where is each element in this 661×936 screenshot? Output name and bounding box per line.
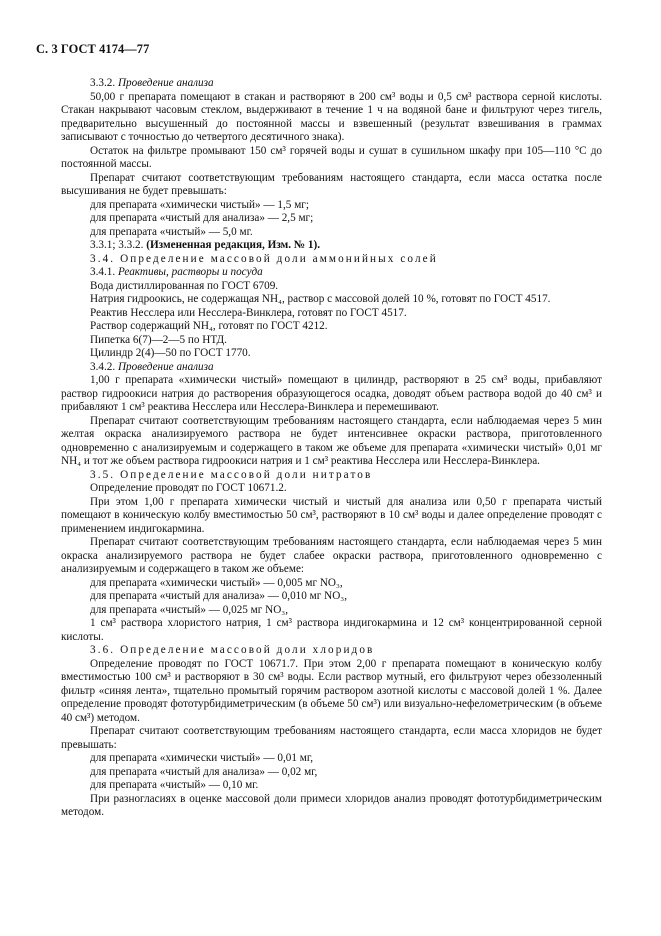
subsection-title: Реактивы, растворы и посуда	[117, 266, 263, 278]
subsection-number: 3.4.1.	[90, 266, 116, 278]
reagent-item: Натрия гидроокись, не содержащая NH₄, раствор с массовой долей 10 %, готовят по ГОСТ 4517.	[90, 293, 551, 305]
section-heading: 3.5. Определение массовой доли нитратов	[90, 468, 373, 481]
document-body	[61, 77, 602, 820]
paragraph: Остаток на фильтре промывают 150 см³ горячей воды и сушат в сушильном шкафу при 105—110 °С до постоянной массы.	[61, 144, 602, 170]
reagent-item: Пипетка 6(7)—2—5 по НТД.	[90, 333, 227, 346]
paragraph: 1 см³ раствора хлористого натрия, 1 см³ раствора индигокармина и 12 см³ концентрированной серной кислоты.	[61, 617, 602, 643]
paragraph: При разногласиях в оценке массовой доли примеси хлоридов анализ проводят фототурбидиметрическим методом.	[61, 792, 602, 818]
list-item: для препарата «чистый для анализа» — 2,5 мг;	[90, 212, 314, 224]
paragraph: Определение проводят по ГОСТ 10671.2.	[90, 482, 287, 494]
reagent-item: Вода дистиллированная по ГОСТ 6709.	[90, 279, 279, 292]
subsection-title: Проведение анализа	[117, 360, 214, 373]
list-item: для препарата «чистый» — 5,0 мг.	[90, 225, 253, 238]
section-heading: 3.4. Определение массовой доли аммонийных солей	[90, 252, 438, 265]
list-item: для препарата «чистый» — 0,025 мг NO₃,	[90, 603, 289, 616]
paragraph: При этом 1,00 г препарата химически чистый и чистый для анализа или 0,50 г препарата чистый помещают в коническую колбу вместимостью 50 см³, растворяют в 10 см³ воды и далее определение проводят с применением индигокармина.	[61, 495, 602, 535]
revision-refs: 3.3.1; 3.3.2.	[90, 239, 144, 251]
paragraph: Препарат считают соответствующим требованиям настоящего стандарта, если наблюдаемая через 5 мин окраска анализируемого раствора не будет слабее окраски раствора, приготовленного одновременно с анализируемым и содержащего в таком же объеме:	[61, 536, 602, 575]
revision-text: (Измененная редакция, Изм. № 1).	[146, 239, 321, 251]
page-header: С. 3 ГОСТ 4174—77	[36, 42, 150, 56]
list-item: для препарата «химически чистый» — 0,01 мг,	[90, 752, 313, 764]
revision-note	[61, 239, 602, 253]
paragraph: Препарат считают соответствующим требованиям настоящего стандарта, если наблюдаемая через 5 мин желтая окраска анализируемого раствора не будет интенсивнее окраски раствора, приготовленного одновременно с анализируемым и содержащего в таком же объеме для препарата «химически чистый» 0,01 мг NH₄ и тот же объем раствора гидроокиси натрия и 1 см³ реактива Несслера или Несслера-Винклера.	[61, 414, 602, 467]
list-item: для препарата «чистый для анализа» — 0,010 мг NO₃,	[90, 590, 347, 602]
reagent-item: Раствор содержащий NH₄, готовят по ГОСТ 4212.	[90, 320, 328, 332]
subsection-heading	[61, 77, 602, 91]
list-item: для препарата «химически чистый» — 1,5 мг;	[90, 198, 309, 211]
paragraph: Определение проводят по ГОСТ 10671.7. При этом 2,00 г препарата помещают в коническую колбу вместимостью 100 см³ и растворяют в 30 см³ воды. Если раствор мутный, его фильтруют через обеззоленный фильтр «синяя лента», тщательно промытый горячим раствором азотной кислоты с массовой долей 1 %. Далее определение проводят фототурбидиметрическим (в объеме 50 см³) или визуально-нефелометрическим (в объеме 40 см³) методом.	[61, 657, 602, 724]
subsection-number: 3.4.2.	[90, 360, 116, 373]
list-item: для препарата «химически чистый» — 0,005 мг NO₃,	[90, 576, 343, 589]
subsection-number: 3.3.2.	[90, 77, 116, 89]
paragraph: 50,00 г препарата помещают в стакан и растворяют в 200 см³ воды и 0,5 см³ раствора серной кислоты. Стакан накрывают часовым стеклом, выдерживают в течение 1 ч на водяной бане и фильтруют через тигель, предварительно высушенный до постоянной массы и взвешенный (результат взвешивания в граммах записывают с точностью до четвертого десятичного знака).	[61, 90, 602, 143]
reagent-item: Реактив Несслера или Несслера-Винклера, готовят по ГОСТ 4517.	[90, 306, 407, 319]
paragraph: Препарат считают соответствующим требованиям настоящего стандарта, если масса хлоридов не будет превышать:	[61, 725, 602, 751]
list-item: для препарата «чистый для анализа» — 0,02 мг,	[90, 765, 318, 778]
subsection-heading	[61, 361, 602, 375]
subsection-title: Проведение анализа	[117, 77, 214, 89]
paragraph: Препарат считают соответствующим требованиям настоящего стандарта, если масса остатка после высушивания не будет превышать:	[61, 171, 602, 197]
paragraph: 1,00 г препарата «химически чистый» помещают в цилиндр, растворяют в 25 см³ воды, прибавляют раствор гидроокиси натрия до растворения образующегося осадка, доводят объем раствора водой до 40 см³ и прибавляют 1 см³ реактива Несслера или Несслера-Винклера и перемешивают.	[61, 374, 602, 413]
section-heading: 3.6. Определение массовой доли хлоридов	[90, 644, 375, 656]
reagent-item: Цилиндр 2(4)—50 по ГОСТ 1770.	[90, 347, 251, 359]
list-item: для препарата «чистый» — 0,10 мг.	[90, 779, 259, 791]
subsection-heading	[61, 266, 602, 280]
